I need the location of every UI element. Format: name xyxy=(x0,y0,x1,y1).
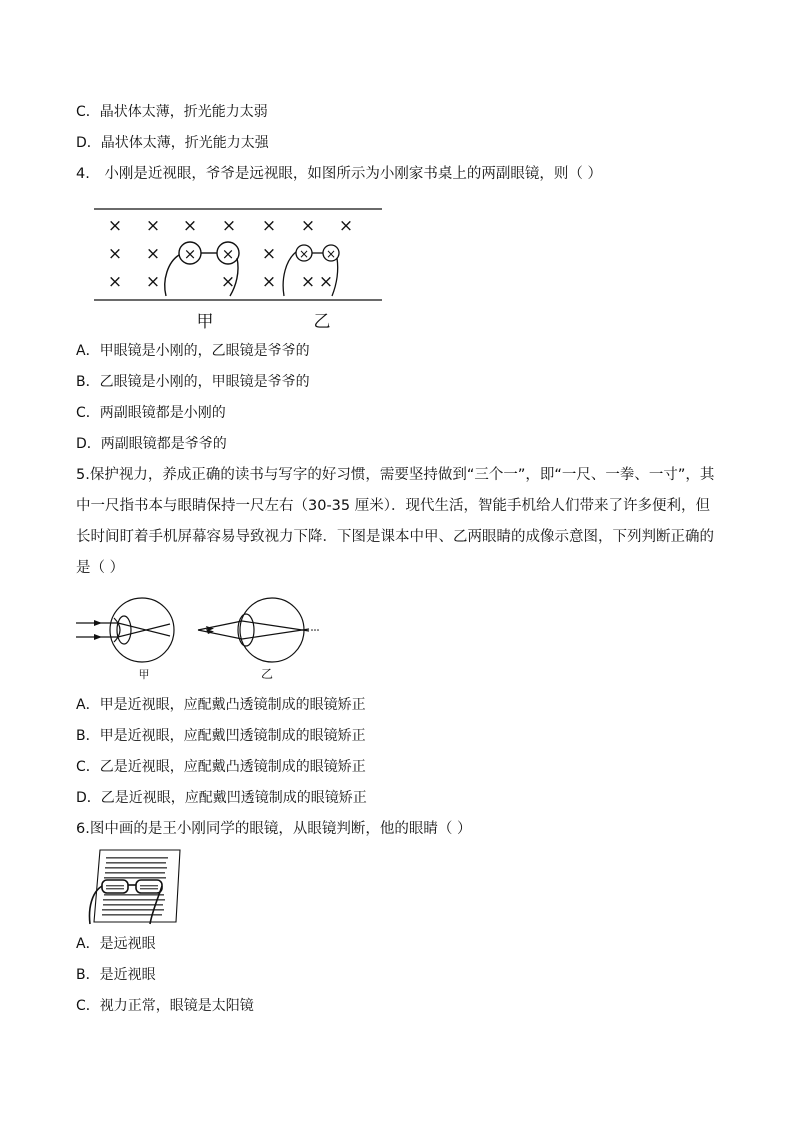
svg-text:×: × xyxy=(145,216,161,236)
eye-imaging-figure xyxy=(74,590,324,685)
figure-label-jia: 甲 xyxy=(196,312,214,332)
svg-text:×: × xyxy=(300,216,316,236)
svg-text:×: × xyxy=(325,247,337,261)
figure-label-jia: 甲 xyxy=(138,668,150,681)
question-4-stem: 4. 小刚是近视眼，爷爷是远视眼，如图所示为小刚家书桌上的两副眼镜，则（ ） xyxy=(76,166,602,182)
svg-text:×: × xyxy=(107,244,123,264)
question-6-stem: 6.图中画的是王小刚同学的眼镜，从眼镜判断，他的眼睛（ ） xyxy=(76,821,472,837)
question-5-stem-line-2: 中一尺指书本与眼睛保持一尺左右（30-35 厘米）．现代生活，智能手机给人们带来了许多便利，但 xyxy=(76,498,710,514)
glasses-icon xyxy=(102,880,162,893)
svg-text:×: × xyxy=(221,245,235,263)
q4-option-d: D．两副眼镜都是爷爷的 xyxy=(76,436,227,452)
q5-option-a: A．甲是近视眼，应配戴凸透镜制成的眼镜矫正 xyxy=(76,697,366,713)
svg-text:×: × xyxy=(300,272,316,292)
svg-text:×: × xyxy=(261,216,277,236)
q5-option-d: D．乙是近视眼，应配戴凹透镜制成的眼镜矫正 xyxy=(76,790,367,806)
figure-label-yi: 乙 xyxy=(313,312,331,332)
q4-option-a: A．甲眼镜是小刚的，乙眼镜是爷爷的 xyxy=(76,343,310,359)
svg-text:×: × xyxy=(318,272,334,292)
svg-text:×: × xyxy=(220,272,236,292)
option-c: C．晶状体太薄，折光能力太弱 xyxy=(76,104,268,120)
svg-text:×: × xyxy=(107,216,123,236)
q4-option-b: B．乙眼镜是小刚的，甲眼镜是爷爷的 xyxy=(76,374,310,390)
question-5-stem-line-4: 是（ ） xyxy=(76,560,125,576)
svg-text:×: × xyxy=(107,272,123,292)
q6-option-c: C．视力正常，眼镜是太阳镜 xyxy=(76,998,254,1014)
svg-text:×: × xyxy=(182,216,198,236)
glasses-on-book-figure xyxy=(80,848,192,928)
q5-option-c: C．乙是近视眼，应配戴凸透镜制成的眼镜矫正 xyxy=(76,759,366,775)
svg-text:×: × xyxy=(261,272,277,292)
glasses-grid-figure xyxy=(90,200,390,335)
svg-text:×: × xyxy=(338,216,354,236)
q5-option-b: B．甲是近视眼，应配戴凹透镜制成的眼镜矫正 xyxy=(76,728,366,744)
question-5-stem-line-1: 5.保护视力，养成正确的读书与写字的好习惯，需要坚持做到“三个一”，即“一尺、一拳、一寸”，其 xyxy=(76,467,715,483)
svg-text:×: × xyxy=(145,244,161,264)
q6-option-a: A．是远视眼 xyxy=(76,936,156,952)
figure-label-yi: 乙 xyxy=(260,667,274,681)
eye-yi-icon xyxy=(240,598,304,662)
svg-text:×: × xyxy=(298,247,310,261)
q6-option-b: B．是近视眼 xyxy=(76,967,156,983)
glasses-jia-icon xyxy=(165,242,239,296)
option-d: D．晶状体太薄，折光能力太强 xyxy=(76,135,269,151)
svg-text:×: × xyxy=(145,272,161,292)
svg-text:×: × xyxy=(183,245,197,263)
svg-text:×: × xyxy=(221,216,237,236)
question-5-stem-line-3: 长时间盯着手机屏幕容易导致视力下降．下图是课本中甲、乙两眼睛的成像示意图，下列判断正确的 xyxy=(76,529,714,545)
q4-option-c: C．两副眼镜都是小刚的 xyxy=(76,405,226,421)
svg-text:×: × xyxy=(261,244,277,264)
